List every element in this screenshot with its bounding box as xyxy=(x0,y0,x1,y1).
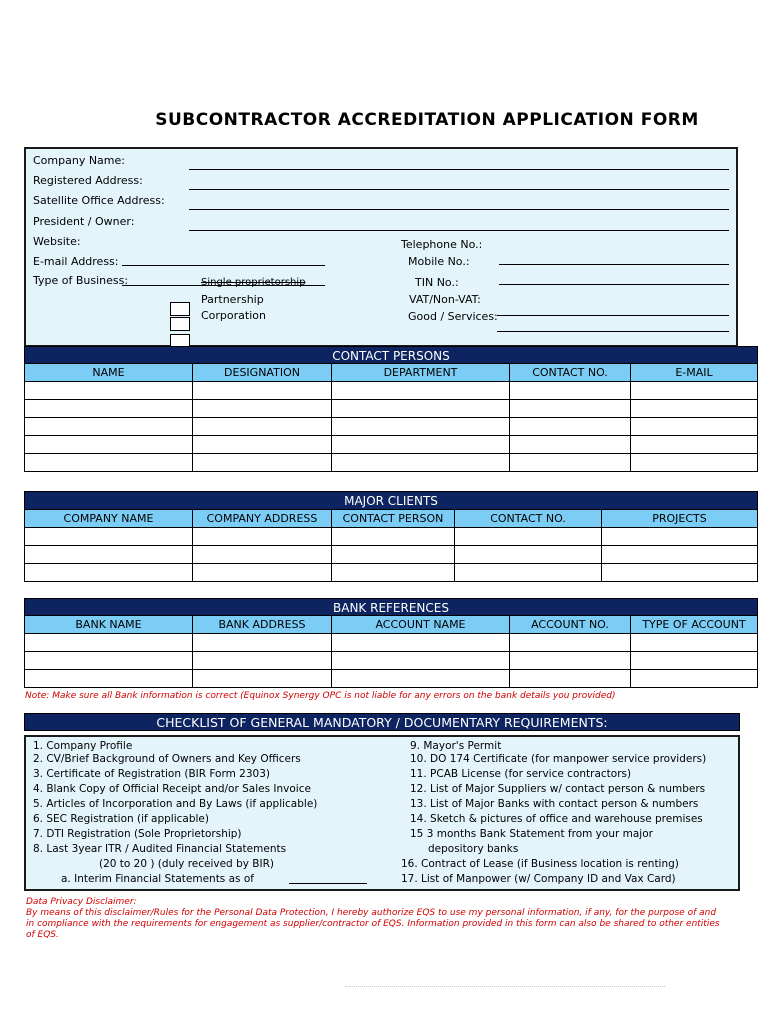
website-label: Website: xyxy=(33,235,81,248)
table-cell[interactable] xyxy=(455,546,602,564)
checklist-item: 9. Mayor's Permit xyxy=(410,740,502,752)
column-header-company-address: COMPANY ADDRESS xyxy=(193,510,332,528)
checklist-item: 5. Articles of Incorporation and By Laws (if applicable) xyxy=(33,798,318,810)
tin-field[interactable] xyxy=(499,284,729,285)
table-row xyxy=(25,652,758,670)
table-cell[interactable] xyxy=(631,652,758,670)
page-title: SUBCONTRACTOR ACCREDITATION APPLICATION FORM xyxy=(155,110,699,130)
table-cell[interactable] xyxy=(193,634,332,652)
table-cell[interactable] xyxy=(25,400,193,418)
column-header-projects: PROJECTS xyxy=(602,510,758,528)
column-header-bank-address: BANK ADDRESS xyxy=(193,616,332,634)
email-field[interactable] xyxy=(122,265,325,266)
contact-persons-table xyxy=(24,363,758,472)
table-cell[interactable] xyxy=(631,400,758,418)
table-cell[interactable] xyxy=(602,528,758,546)
checklist-item: 17. List of Manpower (w/ Company ID and Vax Card) xyxy=(401,873,676,885)
bank-references-table xyxy=(24,615,758,688)
table-cell[interactable] xyxy=(510,400,631,418)
column-header-department: DEPARTMENT xyxy=(332,364,510,382)
table-cell[interactable] xyxy=(455,528,602,546)
checklist-item: 10. DO 174 Certificate (for manpower service providers) xyxy=(410,753,707,765)
table-cell[interactable] xyxy=(25,454,193,472)
column-header-contact-no: CONTACT NO. xyxy=(455,510,602,528)
table-cell[interactable] xyxy=(602,546,758,564)
checklist-item: 3. Certificate of Registration (BIR Form 2303) xyxy=(33,768,270,780)
table-row xyxy=(25,528,758,546)
bank-note: Note: Make sure all Bank information is correct (Equinox Synergy OPC is not liable for any errors on the bank details you provided) xyxy=(25,691,616,701)
satellite-address-label: Satellite Office Address: xyxy=(33,194,165,207)
checklist-item: 1. Company Profile xyxy=(33,740,133,752)
checklist-header: CHECKLIST OF GENERAL MANDATORY / DOCUMENTARY REQUIREMENTS: xyxy=(24,713,740,731)
table-cell[interactable] xyxy=(631,418,758,436)
table-row xyxy=(25,418,758,436)
column-header-name: NAME xyxy=(25,364,193,382)
major-clients-table xyxy=(24,509,758,582)
table-cell[interactable] xyxy=(193,400,332,418)
table-cell[interactable] xyxy=(332,528,455,546)
table-cell[interactable] xyxy=(332,652,510,670)
table-cell[interactable] xyxy=(332,454,510,472)
table-cell[interactable] xyxy=(25,670,193,688)
telephone-label: Telephone No.: xyxy=(401,238,483,251)
table-cell[interactable] xyxy=(631,670,758,688)
business-type-corporation: Corporation xyxy=(201,309,266,322)
table-cell[interactable] xyxy=(193,454,332,472)
table-cell[interactable] xyxy=(25,652,193,670)
interim-date-field[interactable] xyxy=(289,883,367,884)
column-header-contact-person: CONTACT PERSON xyxy=(332,510,455,528)
major-clients-header: MAJOR CLIENTS xyxy=(24,491,758,510)
company-name-label: Company Name: xyxy=(33,154,125,167)
table-cell[interactable] xyxy=(193,436,332,454)
table-cell[interactable] xyxy=(332,634,510,652)
table-cell[interactable] xyxy=(25,418,193,436)
privacy-body: By means of this disclaimer/Rules for the Personal Data Protection, I hereby authorize EQS to use my personal information, if any, for the purpose of and in compliance with the requirements for engagement as supplier/contractor of EQS. Information provided in this form can also be shared to other entities of EQS. xyxy=(26,908,720,940)
table-cell[interactable] xyxy=(25,436,193,454)
checklist-item: 11. PCAB License (for service contractors) xyxy=(410,768,632,780)
table-cell[interactable] xyxy=(332,564,455,582)
business-type-single: Single proprietorship xyxy=(201,277,306,288)
table-cell[interactable] xyxy=(193,418,332,436)
table-row xyxy=(25,382,758,400)
column-header-account-no: ACCOUNT NO. xyxy=(510,616,631,634)
table-cell[interactable] xyxy=(332,670,510,688)
table-row xyxy=(25,634,758,652)
table-row xyxy=(25,546,758,564)
table-cell[interactable] xyxy=(25,634,193,652)
vat-label: VAT/Non-VAT: xyxy=(409,293,481,306)
type-of-business-label: Type of Business: xyxy=(33,274,129,287)
table-cell[interactable] xyxy=(25,564,193,582)
table-row xyxy=(25,436,758,454)
table-cell[interactable] xyxy=(631,436,758,454)
column-header-designation: DESIGNATION xyxy=(193,364,332,382)
column-header-email: E-MAIL xyxy=(631,364,758,382)
table-cell[interactable] xyxy=(510,418,631,436)
checklist-item: 16. Contract of Lease (if Business location is renting) xyxy=(401,858,679,870)
checklist-item: 8. Last 3year ITR / Audited Financial Statements xyxy=(33,843,287,855)
table-cell[interactable] xyxy=(455,564,602,582)
checklist-item: a. Interim Financial Statements as of xyxy=(61,873,254,885)
email-label: E-mail Address: xyxy=(33,255,119,268)
table-cell[interactable] xyxy=(25,546,193,564)
table-row xyxy=(25,454,758,472)
table-cell[interactable] xyxy=(631,382,758,400)
contact-persons-header: CONTACT PERSONS xyxy=(24,346,758,364)
mobile-field[interactable] xyxy=(499,264,729,265)
partnership-checkbox[interactable] xyxy=(170,317,190,331)
column-header-type-of-account: TYPE OF ACCOUNT xyxy=(631,616,758,634)
checklist-item: 15 3 months Bank Statement from your major xyxy=(410,828,653,840)
goods-services-label: Good / Services: xyxy=(408,310,498,323)
satellite-address-field[interactable] xyxy=(189,209,729,210)
president-owner-field[interactable] xyxy=(189,230,729,231)
checklist-item: 7. DTI Registration (Sole Proprietorship) xyxy=(33,828,242,840)
table-row xyxy=(25,670,758,688)
column-header-account-name: ACCOUNT NAME xyxy=(332,616,510,634)
table-cell[interactable] xyxy=(25,382,193,400)
table-cell[interactable] xyxy=(25,528,193,546)
privacy-title: Data Privacy Disclaimer: xyxy=(26,897,137,907)
tin-label: TIN No.: xyxy=(415,276,459,289)
checklist-item: 2. CV/Brief Background of Owners and Key Officers xyxy=(33,753,301,765)
table-cell[interactable] xyxy=(602,564,758,582)
table-cell[interactable] xyxy=(510,382,631,400)
mobile-label: Mobile No.: xyxy=(408,255,470,268)
checklist-item: 13. List of Major Banks with contact person & numbers xyxy=(410,798,699,810)
table-cell[interactable] xyxy=(193,564,332,582)
single-proprietorship-checkbox[interactable] xyxy=(170,302,190,316)
column-header-bank-name: BANK NAME xyxy=(25,616,193,634)
registered-address-field[interactable] xyxy=(189,189,729,190)
table-cell[interactable] xyxy=(332,400,510,418)
table-cell[interactable] xyxy=(510,634,631,652)
table-cell[interactable] xyxy=(510,652,631,670)
table-cell[interactable] xyxy=(332,418,510,436)
checklist-item: 4. Blank Copy of Official Receipt and/or Sales Invoice xyxy=(33,783,311,795)
table-cell[interactable] xyxy=(193,546,332,564)
table-cell[interactable] xyxy=(193,528,332,546)
column-header-contact-no: CONTACT NO. xyxy=(510,364,631,382)
table-cell[interactable] xyxy=(332,436,510,454)
table-cell[interactable] xyxy=(510,454,631,472)
table-cell[interactable] xyxy=(332,546,455,564)
table-cell[interactable] xyxy=(510,670,631,688)
president-owner-label: President / Owner: xyxy=(33,215,135,228)
table-cell[interactable] xyxy=(193,652,332,670)
table-cell[interactable] xyxy=(631,634,758,652)
column-header-company-name: COMPANY NAME xyxy=(25,510,193,528)
privacy-disclaimer xyxy=(26,897,726,941)
table-cell[interactable] xyxy=(631,454,758,472)
checklist-item: 12. List of Major Suppliers w/ contact person & numbers xyxy=(410,783,706,795)
company-name-field[interactable] xyxy=(189,169,729,170)
table-cell[interactable] xyxy=(193,670,332,688)
table-cell[interactable] xyxy=(332,382,510,400)
checklist-item: 6. SEC Registration (if applicable) xyxy=(33,813,209,825)
checklist-item: 14. Sketch & pictures of office and warehouse premises xyxy=(410,813,703,825)
business-type-partnership: Partnership xyxy=(201,293,264,306)
goods-services-field[interactable] xyxy=(497,315,729,316)
checklist-item: (20 to 20 ) (duly received by BIR) xyxy=(99,858,274,870)
table-cell[interactable] xyxy=(510,436,631,454)
table-row xyxy=(25,564,758,582)
table-row xyxy=(25,400,758,418)
goods-services-field-2[interactable] xyxy=(497,331,729,332)
checklist-item: depository banks xyxy=(428,843,519,855)
faint-signature-line xyxy=(345,986,665,997)
registered-address-label: Registered Address: xyxy=(33,174,143,187)
bank-references-header: BANK REFERENCES xyxy=(24,598,758,616)
table-cell[interactable] xyxy=(193,382,332,400)
